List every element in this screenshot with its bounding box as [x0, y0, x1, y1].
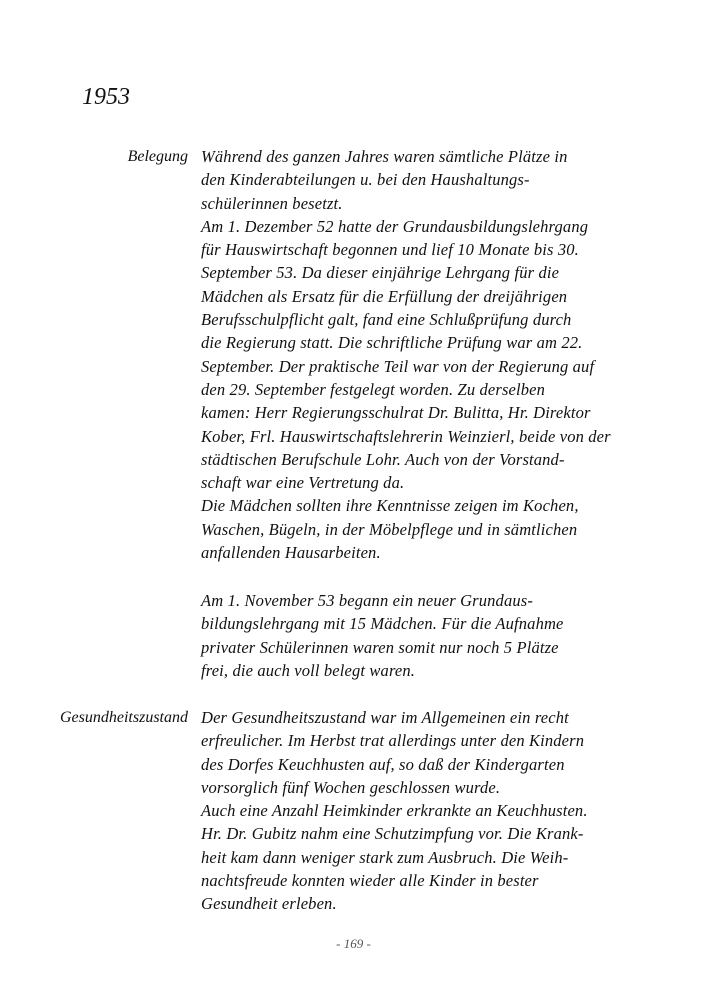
- text-line: erfreulicher. Im Herbst trat allerdings unter den Kindern: [201, 731, 585, 751]
- text-line: den 29. September festgelegt worden. Zu derselben: [201, 379, 546, 399]
- text-line: des Dorfes Keuchhusten auf, so daß der Kindergarten: [201, 754, 565, 774]
- text-line: schülerinnen besetzt.: [201, 193, 343, 213]
- text-line: Während des ganzen Jahres waren sämtliche Plätze in: [201, 147, 568, 166]
- text-line: privater Schülerinnen waren somit nur noch 5 Plätze: [201, 637, 559, 657]
- section-body-belegung-p1: [201, 145, 611, 564]
- text-line: vorsorglich fünf Wochen geschlossen wurde.: [201, 777, 501, 797]
- section-body-belegung-p2: [201, 589, 564, 682]
- text-line: Gesundheit erleben.: [201, 894, 337, 914]
- page-number: - 169 -: [336, 936, 371, 951]
- text-line: für Hauswirtschaft begonnen und lief 10 Monate bis 30.: [201, 240, 579, 260]
- year-heading: 1953: [82, 84, 130, 110]
- text-line: Die Mädchen sollten ihre Kenntnisse zeigen im Kochen,: [201, 496, 579, 516]
- text-line: heit kam dann weniger stark zum Ausbruch. Die Weih-: [201, 847, 569, 867]
- text-line: September. Der praktische Teil war von der Regierung auf: [201, 356, 595, 376]
- text-line: Der Gesundheitszustand war im Allgemeinen ein recht: [201, 708, 569, 727]
- text-line: Am 1. November 53 begann ein neuer Grundaus-: [201, 591, 533, 610]
- text-line: nachtsfreude konnten wieder alle Kinder in bester: [201, 871, 539, 891]
- text-line: Waschen, Bügeln, in der Möbelpflege und in sämtlichen: [201, 519, 578, 539]
- text-line: Am 1. Dezember 52 hatte der Grundausbildungslehrgang: [201, 216, 589, 236]
- text-line: Mädchen als Ersatz für die Erfüllung der dreijährigen: [201, 286, 568, 306]
- text-line: die Regierung statt. Die schriftliche Prüfung war am 22.: [201, 333, 583, 353]
- text-line: Hr. Dr. Gubitz nahm eine Schutzimpfung vor. Die Krank-: [201, 824, 584, 844]
- text-line: anfallenden Hausarbeiten.: [201, 543, 381, 563]
- section-label-gesundheitszustand: Gesundheitszustand: [60, 709, 188, 726]
- text-line: frei, die auch voll belegt waren.: [201, 660, 416, 680]
- text-line: den Kinderabteilungen u. bei den Haushaltungs-: [201, 170, 530, 190]
- text-line: Kober, Frl. Hauswirtschaftslehrerin Weinzierl, beide von der: [201, 426, 611, 446]
- text-line: schaft war eine Vertretung da.: [201, 473, 405, 493]
- text-line: September 53. Da dieser einjährige Lehrgang für die: [201, 263, 560, 283]
- section-body-gesundheitszustand: [201, 706, 588, 916]
- text-line: Berufsschulpflicht galt, fand eine Schlußprüfung durch: [201, 310, 572, 330]
- text-line: städtischen Berufschule Lohr. Auch von der Vorstand-: [201, 449, 565, 469]
- text-line: kamen: Herr Regierungsschulrat Dr. Bulitta, Hr. Direktor: [201, 403, 591, 423]
- text-line: Auch eine Anzahl Heimkinder erkrankte an Keuchhusten.: [201, 801, 588, 821]
- section-label-belegung: Belegung: [127, 148, 188, 165]
- text-line: bildungslehrgang mit 15 Mädchen. Für die Aufnahme: [201, 614, 564, 634]
